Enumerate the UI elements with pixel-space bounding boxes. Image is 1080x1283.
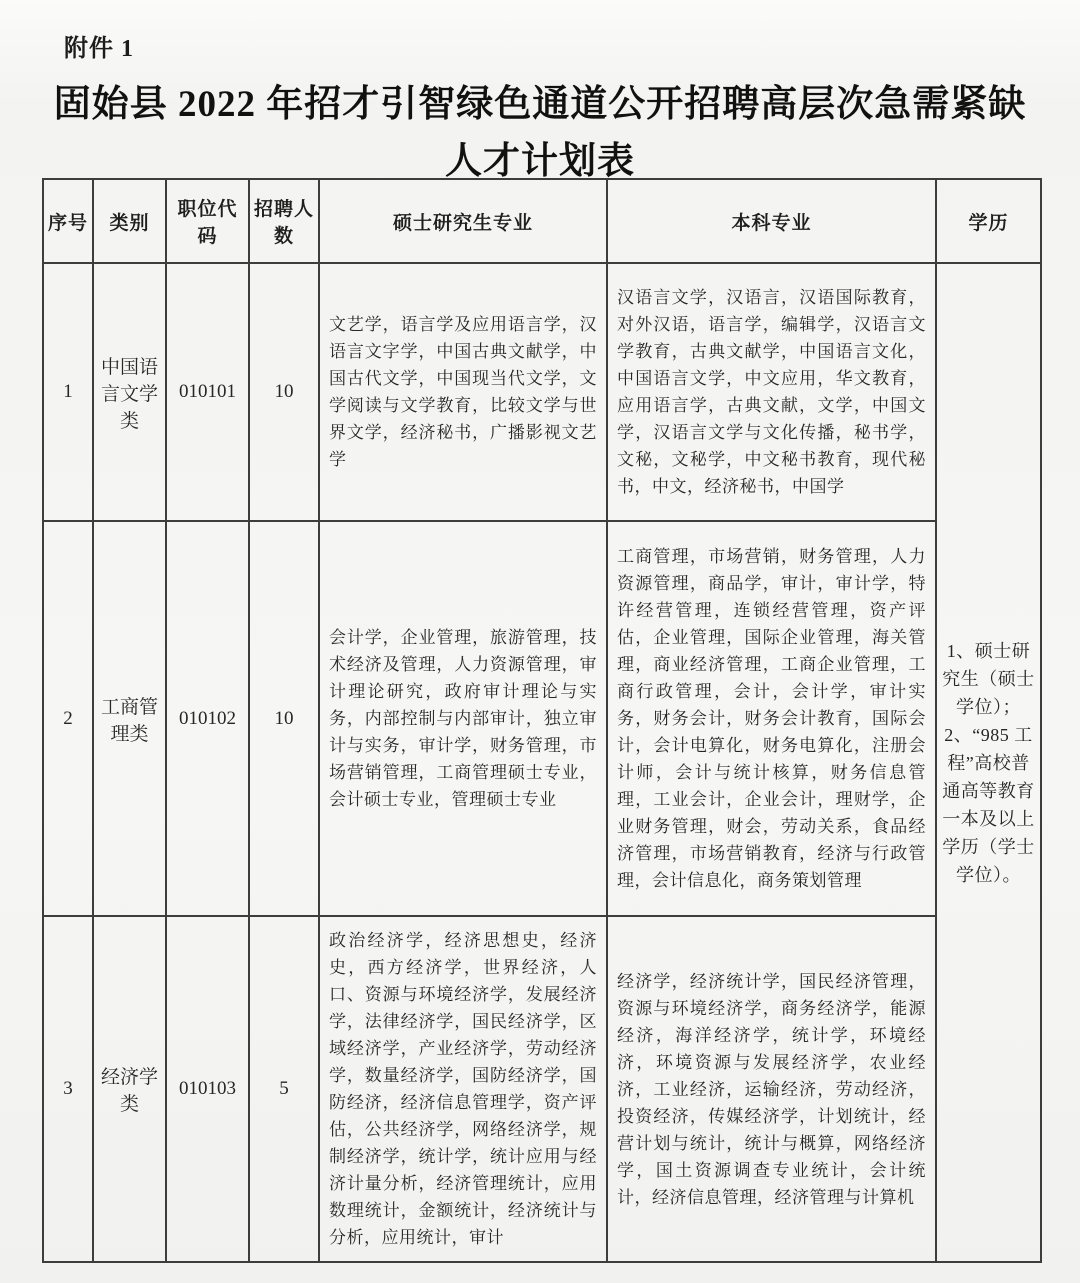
- document-title-line2: 人才计划表: [445, 141, 635, 183]
- cell-master-majors: 会计学，企业管理，旅游管理，技术经济及管理，人力资源管理，审计理论研究，政府审计理论与实务，内部控制与内部审计，独立审计与实务，审计学，财务管理，市场营销管理，工商管理硕士专业，会计硕士专业，管理硕士专业: [319, 521, 607, 916]
- cell-category: 中国语言文学类: [93, 263, 166, 521]
- cell-serial: 2: [43, 521, 93, 916]
- cell-education-requirement: 1、硕士研究生（硕士学位）；2、“985 工程”高校普通高等教育一本及以上学历（学士学位）。: [936, 263, 1041, 1262]
- recruitment-plan-table: [42, 178, 1042, 1263]
- cell-position-code: 010102: [166, 521, 249, 916]
- header-master-majors: 硕士研究生专业: [319, 179, 607, 263]
- header-recruit-count: 招聘人数: [249, 179, 319, 263]
- cell-category: 工商管理类: [93, 521, 166, 916]
- table-row: [43, 263, 1041, 521]
- table-row: [43, 916, 1041, 1262]
- cell-master-majors: 文艺学，语言学及应用语言学，汉语言文字学，中国古典文献学，中国古代文学，中国现当代文学，文学阅读与文学教育，比较文学与世界文学，经济秘书，广播影视文艺学: [319, 263, 607, 521]
- cell-recruit-count: 10: [249, 521, 319, 916]
- cell-category: 经济学类: [93, 916, 166, 1262]
- document-title: [0, 76, 1080, 191]
- header-category: 类别: [93, 179, 166, 263]
- document-title-line1: 固始县 2022 年招才引智绿色通道公开招聘高层次急需紧缺: [53, 84, 1027, 125]
- cell-master-majors: 政治经济学，经济思想史，经济史，西方经济学，世界经济，人口、资源与环境经济学，发展经济学，法律经济学，国民经济学，区域经济学，产业经济学，劳动经济学，数量经济学，国防经济学，国防经济，经济信息管理学，资产评估，公共经济学，网络经济学，规制经济学，统计学，统计应用与经济计量分析，经济管理统计，应用数理统计，金额统计，经济统计与分析，应用统计，审计: [319, 916, 607, 1262]
- cell-serial: 3: [43, 916, 93, 1262]
- table-row: [43, 521, 1041, 916]
- header-education: 学历: [936, 179, 1041, 263]
- cell-bachelor-majors: 汉语言文学，汉语言，汉语国际教育，对外汉语，语言学，编辑学，汉语言文学教育，古典文献学，中国语言文化，中国语言文学，中文应用，华文教育，应用语言学，古典文献，文学，中国文学，汉语言文学与文化传播，秘书学，文秘，文秘学，中文秘书教育，现代秘书，中文，经济秘书，中国学: [607, 263, 936, 521]
- cell-recruit-count: 10: [249, 263, 319, 521]
- header-serial: 序号: [43, 179, 93, 263]
- cell-recruit-count: 5: [249, 916, 319, 1262]
- cell-bachelor-majors: 经济学，经济统计学，国民经济管理，资源与环境经济学，商务经济学，能源经济，海洋经济学，统计学，环境经济，环境资源与发展经济学，农业经济，工业经济，运输经济，劳动经济，投资经济，传媒经济学，计划统计，经营计划与统计，统计与概算，网络经济学，国土资源调查专业统计，会计统计，经济信息管理，经济管理与计算机: [607, 916, 936, 1262]
- header-position-code: 职位代码: [166, 179, 249, 263]
- attachment-label: 附件 1: [64, 36, 134, 62]
- cell-bachelor-majors: 工商管理，市场营销，财务管理，人力资源管理，商品学，审计，审计学，特许经营管理，连锁经营管理，资产评估，企业管理，国际企业管理，海关管理，商业经济管理，工商企业管理，工商行政管理，会计，会计学，审计实务，财务会计，财务会计教育，国际会计，会计电算化，财务电算化，注册会计师，会计与统计核算，财务信息管理，工业会计，企业会计，理财学，企业财务管理，财会，劳动关系，食品经济管理，市场营销教育，经济与行政管理，会计信息化，商务策划管理: [607, 521, 936, 916]
- table-header-row: [43, 179, 1041, 263]
- cell-position-code: 010101: [166, 263, 249, 521]
- cell-serial: 1: [43, 263, 93, 521]
- cell-position-code: 010103: [166, 916, 249, 1262]
- header-bachelor-majors: 本科专业: [607, 179, 936, 263]
